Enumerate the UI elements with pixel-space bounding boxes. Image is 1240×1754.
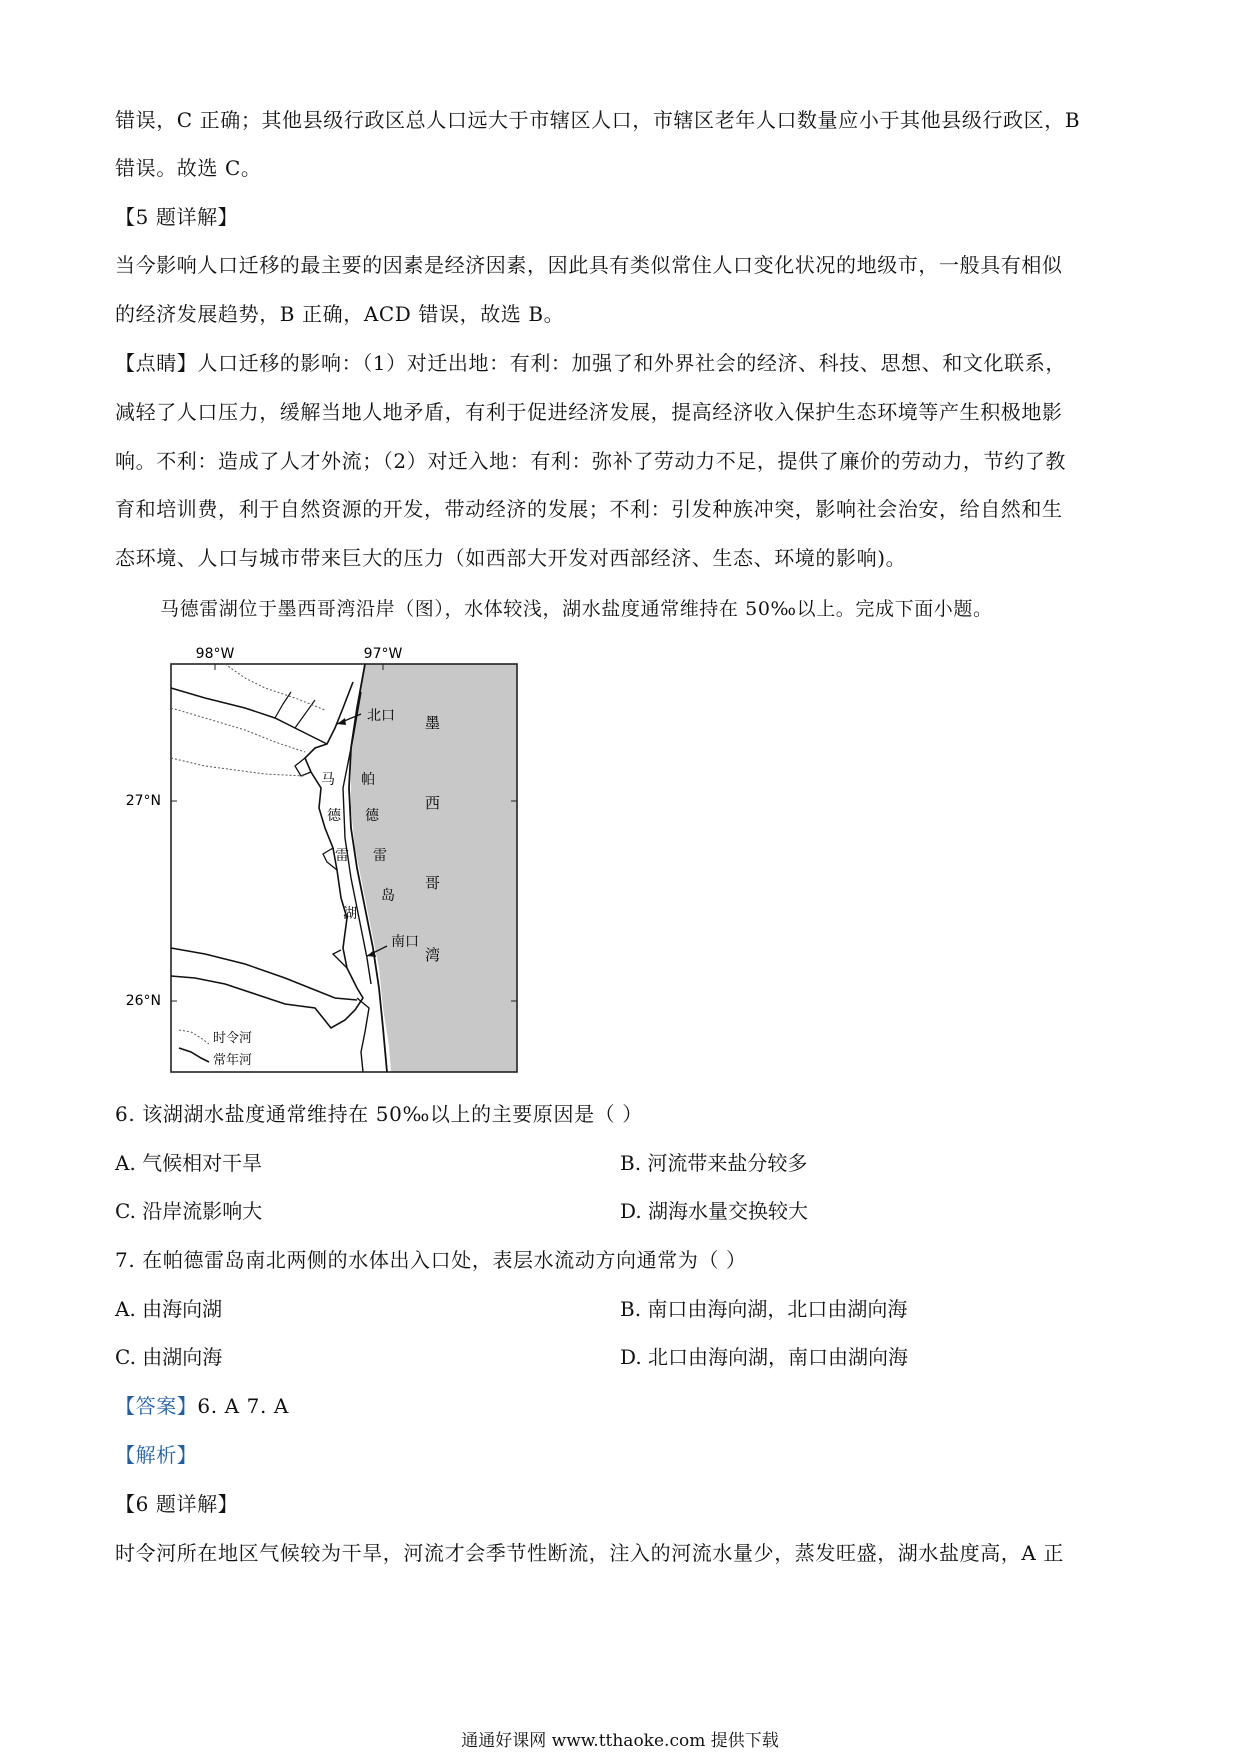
paragraph-8: 育和培训费，利于自然资源的开发，带动经济的发展；不利：引发种族冲突，影响社会治安，给自然和生	[115, 497, 1063, 521]
lon-label-97w: 97°W	[363, 646, 403, 662]
lon-label-98w: 98°W	[195, 646, 235, 662]
seasonal-river-1	[171, 708, 305, 752]
q6-option-b: B. 河流带来盐分较多	[620, 1151, 808, 1175]
question-intro: 马德雷湖位于墨西哥湾沿岸（图），水体较浅，湖水盐度通常维持在 50‰以上。完成下面小题。	[160, 598, 993, 620]
gulf-label-3: 哥	[425, 874, 441, 892]
q6-option-d: D. 湖海水量交换较大	[620, 1199, 809, 1223]
legend-seasonal-symbol	[179, 1030, 209, 1044]
gulf-label-4: 湾	[425, 946, 441, 964]
section-heading-q5: 【5 题详解】	[115, 205, 239, 229]
q7-option-c: C. 由湖向海	[115, 1345, 223, 1369]
legend-perennial-label: 常年河	[213, 1053, 253, 1068]
q7-option-b: B. 南口由海向湖，北口由湖向海	[620, 1297, 908, 1321]
paragraph-7: 响。不利：造成了人才外流；（2）对迁入地：有利：弥补了劳动力不足，提供了廉价的劳动力，节约了教	[115, 449, 1066, 473]
legend-seasonal-label: 时令河	[213, 1031, 253, 1046]
page-footer: 通通好课网 www.tthaoke.com 提供下载	[461, 1731, 779, 1751]
q6-option-c: C. 沿岸流影响大	[115, 1199, 263, 1223]
paragraph-5: 【点睛】人口迁移的影响：（1）对迁出地：有利：加强了和外界社会的经济、科技、思想、和文化联系，	[115, 351, 1066, 375]
island-label-4: 岛	[381, 888, 395, 904]
madre-lagoon-map	[125, 646, 525, 1088]
seasonal-river-2	[171, 758, 305, 776]
paragraph-6: 减轻了人口压力，缓解当地人地矛盾，有利于促进经济发展，提高经济收入保护生态环境等产生积极地影	[115, 400, 1063, 424]
detail-q6-text: 时令河所在地区气候较为干旱，河流才会季节性断流，注入的河流水量少，蒸发旺盛，湖水盐度高，A 正	[115, 1541, 1064, 1565]
lake-label-1: 马	[321, 772, 335, 788]
north-inlet-label: 北口	[367, 708, 395, 724]
answer-line	[115, 1394, 289, 1418]
paragraph-1: 错误，C 正确；其他县级行政区总人口远大于市辖区人口，市辖区老年人口数量应小于其他县级行政区，B	[115, 108, 1081, 132]
q7-option-d: D. 北口由海向湖，南口由湖向海	[620, 1345, 909, 1369]
q7-option-a: A. 由海向湖	[115, 1297, 223, 1321]
analysis-tag: 【解析】	[115, 1443, 198, 1467]
lat-label-27n: 27°N	[125, 793, 161, 809]
perennial-river-south	[171, 948, 357, 1000]
south-inlet-label: 南口	[391, 934, 419, 950]
question-7-stem: 7. 在帕德雷岛南北两侧的水体出入口处，表层水流动方向通常为（ ）	[115, 1248, 747, 1272]
question-6-stem: 6. 该湖湖水盐度通常维持在 50‰以上的主要原因是（ ）	[115, 1102, 643, 1126]
lake-label-4: 湖	[343, 906, 357, 922]
answer-tag: 【答案】	[115, 1394, 198, 1418]
section-heading-q6: 【6 题详解】	[115, 1492, 239, 1516]
lake-label-3: 雷	[335, 848, 349, 864]
lake-label-2: 德	[327, 808, 341, 824]
answer-text: 6. A 7. A	[197, 1394, 289, 1418]
paragraph-9: 态环境、人口与城市带来巨大的压力（如西部大开发对西部经济、生态、环境的影响)。	[115, 546, 907, 570]
island-label-3: 雷	[373, 848, 387, 864]
legend-perennial-symbol	[179, 1048, 209, 1062]
paragraph-2: 错误。故选 C。	[115, 156, 262, 180]
gulf-label-1: 墨	[425, 714, 441, 732]
q6-option-a: A. 气候相对干旱	[115, 1151, 263, 1175]
lat-label-26n: 26°N	[125, 993, 161, 1009]
gulf-label-2: 西	[425, 794, 441, 812]
island-label-2: 德	[365, 808, 379, 824]
paragraph-4: 的经济发展趋势，B 正确，ACD 错误，故选 B。	[115, 302, 565, 326]
seasonal-river-3	[225, 664, 325, 710]
island-label-1: 帕	[361, 772, 375, 788]
paragraph-3: 当今影响人口迁移的最主要的因素是经济因素，因此具有类似常住人口变化状况的地级市，一般具有相似	[115, 253, 1063, 277]
